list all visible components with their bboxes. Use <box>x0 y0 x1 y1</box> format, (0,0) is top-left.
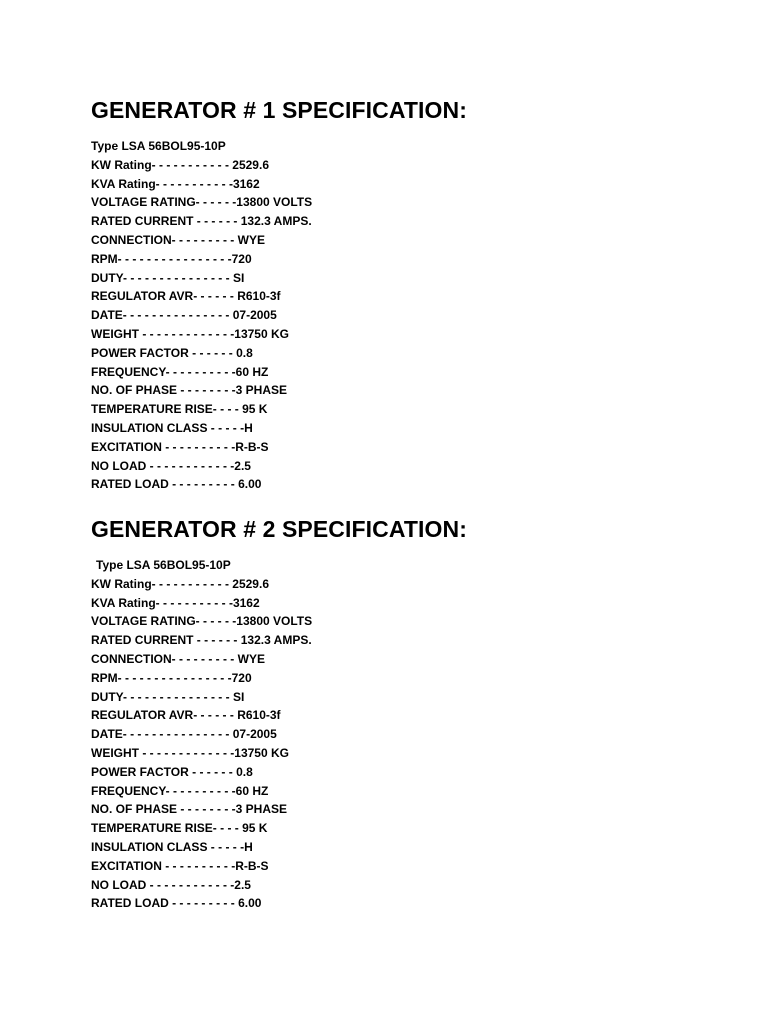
spec-line: REGULATOR AVR- - - - - - R610-3f <box>91 708 281 723</box>
spec-line: DATE- - - - - - - - - - - - - - - 07-2005 <box>91 308 277 323</box>
spec-line: POWER FACTOR - - - - - - 0.8 <box>91 345 253 360</box>
generator-1-spec-list <box>91 137 467 494</box>
spec-line: RATED CURRENT - - - - - - 132.3 AMPS. <box>91 633 312 648</box>
spec-line: NO. OF PHASE - - - - - - - -3 PHASE <box>91 383 288 398</box>
spec-line: Type LSA 56BOL95-10P <box>96 558 231 572</box>
spec-line: KW Rating- - - - - - - - - - - 2529.6 <box>91 157 269 172</box>
spec-line: CONNECTION- - - - - - - - - WYE <box>91 651 265 666</box>
spec-line: REGULATOR AVR- - - - - - R610-3f <box>91 289 281 304</box>
spec-line: EXCITATION - - - - - - - - - -R-B-S <box>91 439 269 454</box>
spec-line: DATE- - - - - - - - - - - - - - - 07-2005 <box>91 727 277 742</box>
spec-line: Type LSA 56BOL95-10P <box>91 139 226 153</box>
spec-line: KVA Rating- - - - - - - - - - -3162 <box>91 595 260 610</box>
spec-line: WEIGHT - - - - - - - - - - - - -13750 KG <box>91 326 289 341</box>
spec-line: RPM- - - - - - - - - - - - - - - -720 <box>91 670 252 685</box>
spec-line: RPM- - - - - - - - - - - - - - - -720 <box>91 251 252 266</box>
spec-line: KVA Rating- - - - - - - - - - -3162 <box>91 176 260 191</box>
spec-line: FREQUENCY- - - - - - - - - -60 HZ <box>91 364 269 379</box>
generator-1-section <box>91 95 467 494</box>
spec-line: INSULATION CLASS - - - - -H <box>91 839 253 854</box>
spec-line: RATED CURRENT - - - - - - 132.3 AMPS. <box>91 214 312 229</box>
spec-line: FREQUENCY- - - - - - - - - -60 HZ <box>91 783 269 798</box>
spec-line: CONNECTION- - - - - - - - - WYE <box>91 232 265 247</box>
generator-2-spec-list <box>91 556 467 913</box>
spec-line: NO LOAD - - - - - - - - - - - -2.5 <box>91 877 251 892</box>
generator-1-heading: GENERATOR # 1 SPECIFICATION: <box>91 97 467 123</box>
spec-line: KW Rating- - - - - - - - - - - 2529.6 <box>91 576 269 591</box>
spec-line: TEMPERATURE RISE- - - - 95 K <box>91 821 268 836</box>
spec-line: WEIGHT - - - - - - - - - - - - -13750 KG <box>91 745 289 760</box>
generator-2-heading: GENERATOR # 2 SPECIFICATION: <box>91 516 467 542</box>
spec-line: EXCITATION - - - - - - - - - -R-B-S <box>91 858 269 873</box>
spec-line: VOLTAGE RATING- - - - - -13800 VOLTS <box>91 614 313 629</box>
spec-line: DUTY- - - - - - - - - - - - - - - SI <box>91 689 245 704</box>
spec-line: RATED LOAD - - - - - - - - - 6.00 <box>91 896 262 911</box>
generator-2-section <box>91 514 467 913</box>
spec-line: RATED LOAD - - - - - - - - - 6.00 <box>91 477 262 492</box>
spec-line: POWER FACTOR - - - - - - 0.8 <box>91 764 253 779</box>
spec-line: DUTY- - - - - - - - - - - - - - - SI <box>91 270 245 285</box>
spec-line: NO LOAD - - - - - - - - - - - -2.5 <box>91 458 251 473</box>
spec-line: NO. OF PHASE - - - - - - - -3 PHASE <box>91 802 288 817</box>
spec-line: VOLTAGE RATING- - - - - -13800 VOLTS <box>91 195 313 210</box>
spec-line: INSULATION CLASS - - - - -H <box>91 420 253 435</box>
spec-line: TEMPERATURE RISE- - - - 95 K <box>91 402 268 417</box>
